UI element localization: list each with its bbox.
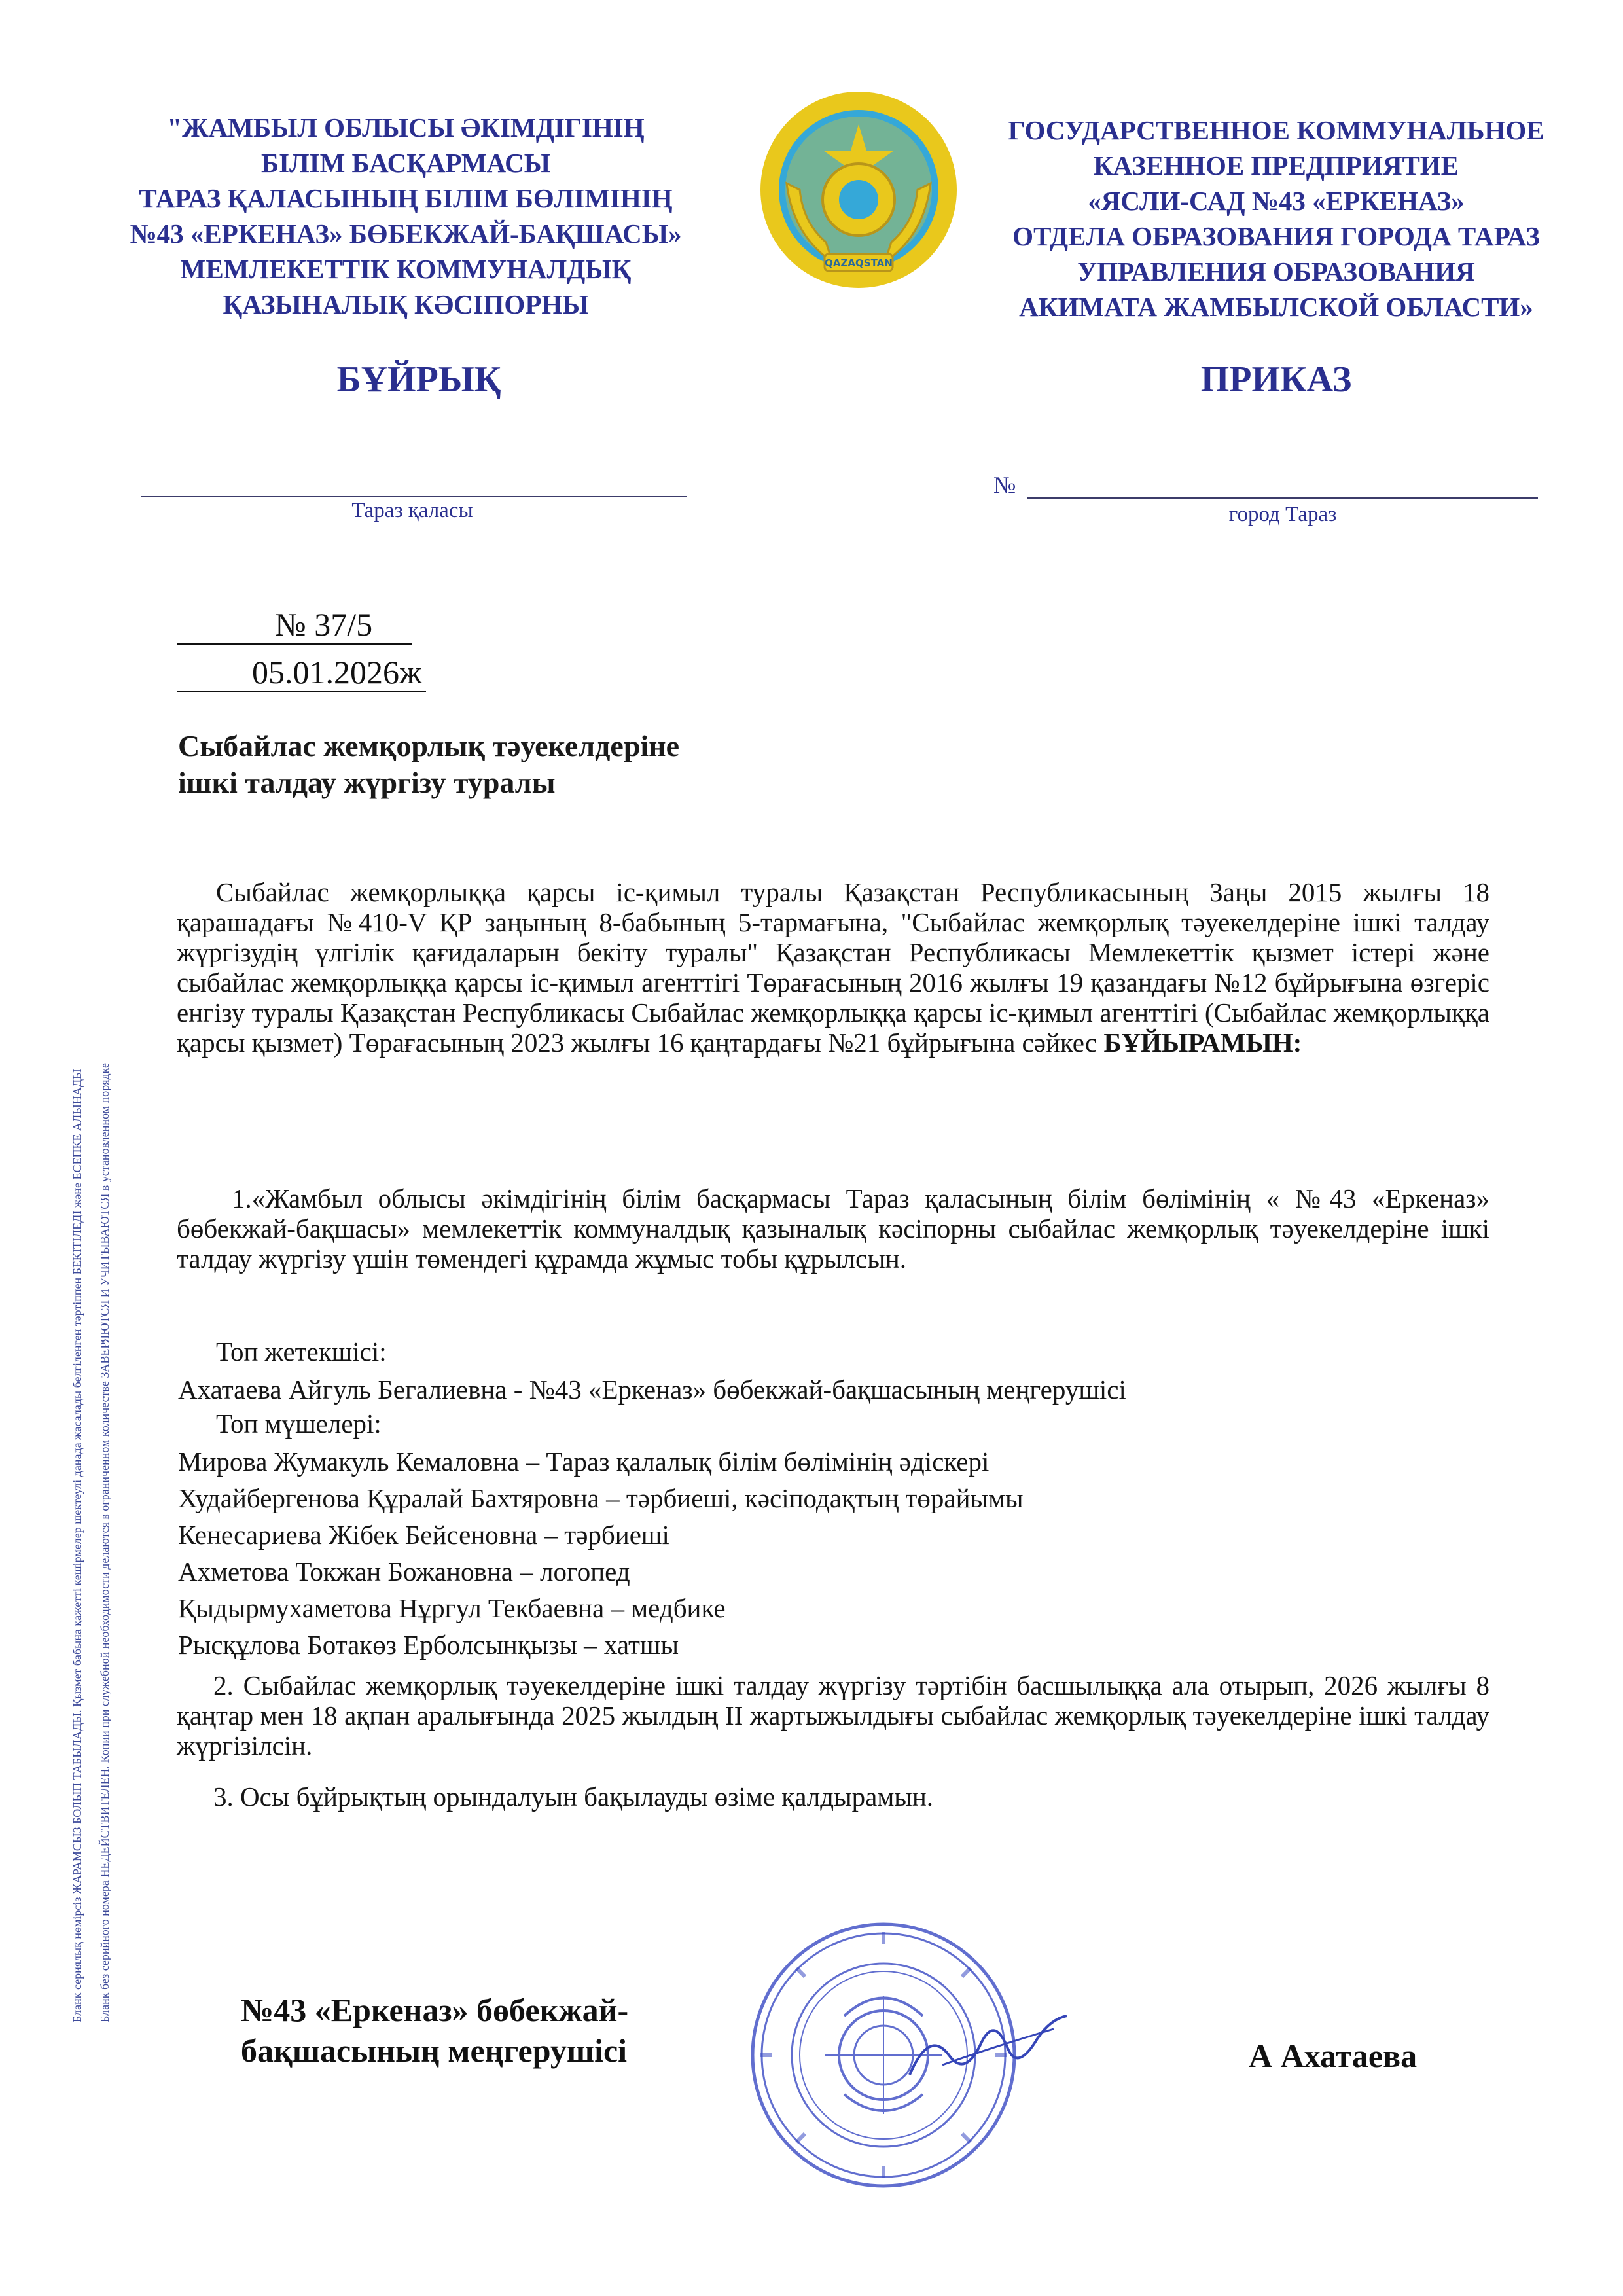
header-rus-line: УПРАВЛЕНИЯ ОБРАЗОВАНИЯ xyxy=(1077,257,1475,287)
member-item: Худайбергенова Құралай Бахтяровна – тәрбиеші, кәсіподақтың төрайымы xyxy=(178,1483,1024,1513)
emblem-text: QAZAQSTAN xyxy=(825,257,893,269)
number-sign: № xyxy=(993,472,1016,498)
member-item: Мирова Жумакуль Кемаловна – Тараз қалалық білім бөлімінің әдіскері xyxy=(178,1446,990,1477)
command-word: БҰЙЫРАМЫН: xyxy=(1103,1028,1302,1058)
divider-right xyxy=(1027,497,1538,499)
header-rus-line: «ЯСЛИ-САД №43 «ЕРКЕНАЗ» xyxy=(1088,186,1465,216)
order-subject xyxy=(178,728,963,801)
divider-left xyxy=(141,496,687,497)
leader-label: Топ жетекшісі: xyxy=(216,1336,387,1367)
order-date-value: 05.01.2026ж xyxy=(177,655,426,692)
subject-line: Сыбайлас жемқорлық тәуекелдеріне xyxy=(178,729,680,762)
title-rus: ПРИКАЗ xyxy=(1200,359,1352,400)
order-number-value: № 37/5 xyxy=(177,607,412,645)
subject-line: ішкі талдау жүргізу туралы xyxy=(178,766,556,799)
header-rus-line: КАЗЕННОЕ ПРЕДПРИЯТИЕ xyxy=(1093,151,1459,181)
header-kaz-line: ТАРАЗ ҚАЛАСЫНЫҢ БІЛІМ БӨЛІМІНІҢ xyxy=(139,183,673,213)
header-kaz-line: №43 «ЕРКЕНАЗ» БӨБЕКЖАЙ-БАҚШАСЫ» xyxy=(130,219,682,249)
item-3: 3. Осы бұйрықтың орындалуын бақылауды өзіме қалдырамын. xyxy=(213,1782,934,1812)
header-rus-line: ОТДЕЛА ОБРАЗОВАНИЯ ГОРОДА ТАРАЗ xyxy=(1012,221,1540,251)
title-kaz: БҰЙРЫҚ xyxy=(336,359,501,400)
item-2: 2. Сыбайлас жемқорлық тәуекелдеріне ішкі талдау жүргізу тәртібін басшылыққа ала отырып, 2026 жылғы 8 қаңтар мен 18 ақпан аралығында 2025 жылдың ІІ жартыжылдығы сыбайлас жемқорлық тәуекелдеріне ішкі талдау жүргізілсін. xyxy=(177,1670,1489,1761)
header-kaz-line: ҚАЗЫНАЛЫҚ КӘСІПОРНЫ xyxy=(223,289,589,319)
city-rus: город Тараз xyxy=(1228,503,1337,526)
member-item: Рысқұлова Ботакөз Ерболсынқызы – хатшы xyxy=(178,1630,679,1660)
signatory-position-line: бақшасының меңгерушісі xyxy=(241,2032,628,2069)
preamble-paragraph xyxy=(177,877,1489,1058)
members-label: Топ мүшелері: xyxy=(216,1408,382,1439)
side-note-kaz: Бланк сериялық нөмірсіз ЖАРАМСЫЗ БОЛЫП ТАБЫЛАДЫ. Қызмет бабына қажетті кешірмелер шектеулі данада жасалады белгіленген тәртіппен БЕКІТІЛЕДІ және ЕСЕПКЕ АЛЫНАДЫ xyxy=(71,1069,84,2022)
signatory-position xyxy=(241,1990,738,2071)
member-item: Кенесариева Жібек Бейсеновна – тәрбиеші xyxy=(178,1520,669,1550)
leader-name: Ахатаева Айгуль Бегалиевна - №43 «Еркеназ» бөбекжай-бақшасының меңгерушісі xyxy=(178,1374,1126,1405)
preamble-text: Сыбайлас жемқорлыққа қарсы іс-қимыл туралы Қазақстан Республикасының Заңы 2015 жылғы 18 қарашадағы №410-V ҚР заңының 8-бабының 5-тармағына, "Сыбайлас жемқорлық тәуекелдеріне ішкі талдау жүргізудің үлгілік қағидаларын бекіту туралы" Қазақстан Республикасы Мемлекеттік қызмет істері және сыбайлас жемқорлыққа қарсы іс-қимыл агенттігі Төрағасының 2016 жылғы 19 қазандағы №12 бұйрығына өзгеріс енгізу туралы Қазақстан Республикасы Сыбайлас жемқорлыққа қарсы іс-қимыл агенттігі (Сыбайлас жемқорлыққа қарсы қызмет) Төрағасының 2023 жылғы 16 қаңтардағы №21 бұйрығына сәйкес xyxy=(177,877,1489,1058)
item-1: 1.«Жамбыл облысы әкімдігінің білім басқармасы Тараз қаласының білім бөлімінің « №43 «Еркеназ» бөбекжай-бақшасы» мемлекеттік коммуналдық қазыналық кәсіпорны сыбайлас жемқорлық тәуекелдеріне ішкі талдау жүргізу үшін төмендегі құрамда жұмыс тобы құрылсын. xyxy=(177,1183,1489,1274)
side-note-rus: Бланк без серийного номера НЕДЕЙСТВИТЕЛЕН. Копии при служебной необходимости делаются в ограниченном количестве ЗАВЕРЯЮТСЯ И УЧИТЫВАЮТСЯ в установленном порядке xyxy=(98,1063,111,2022)
city-kaz: Тараз қаласы xyxy=(351,499,473,522)
header-kaz-line: БІЛІМ БАСҚАРМАСЫ xyxy=(261,148,550,178)
signatory-position-line: №43 «Еркеназ» бөбекжай- xyxy=(241,1992,629,2028)
header-rus-line: АКИМАТА ЖАМБЫЛСКОЙ ОБЛАСТИ» xyxy=(1019,292,1533,322)
order-date xyxy=(177,653,452,692)
member-item: Ахметова Токжан Божановна – логопед xyxy=(178,1556,630,1587)
signature-mark xyxy=(903,2003,1073,2094)
member-item: Қыдырмухаметова Нұргул Текбаевна – медбике xyxy=(178,1593,726,1623)
header-kaz-line: "ЖАМБЫЛ ОБЛЫСЫ ӘКІМДІГІНІҢ xyxy=(167,113,645,143)
header-rus-line: ГОСУДАРСТВЕННОЕ КОММУНАЛЬНОЕ xyxy=(1008,115,1544,145)
header-kaz xyxy=(111,110,700,322)
header-kaz-line: МЕМЛЕКЕТТІК КОММУНАЛДЫҚ xyxy=(180,254,632,284)
signatory-name: А Ахатаева xyxy=(1249,2037,1418,2074)
order-number xyxy=(177,605,452,645)
header-rus xyxy=(962,113,1590,325)
state-emblem xyxy=(747,85,970,295)
